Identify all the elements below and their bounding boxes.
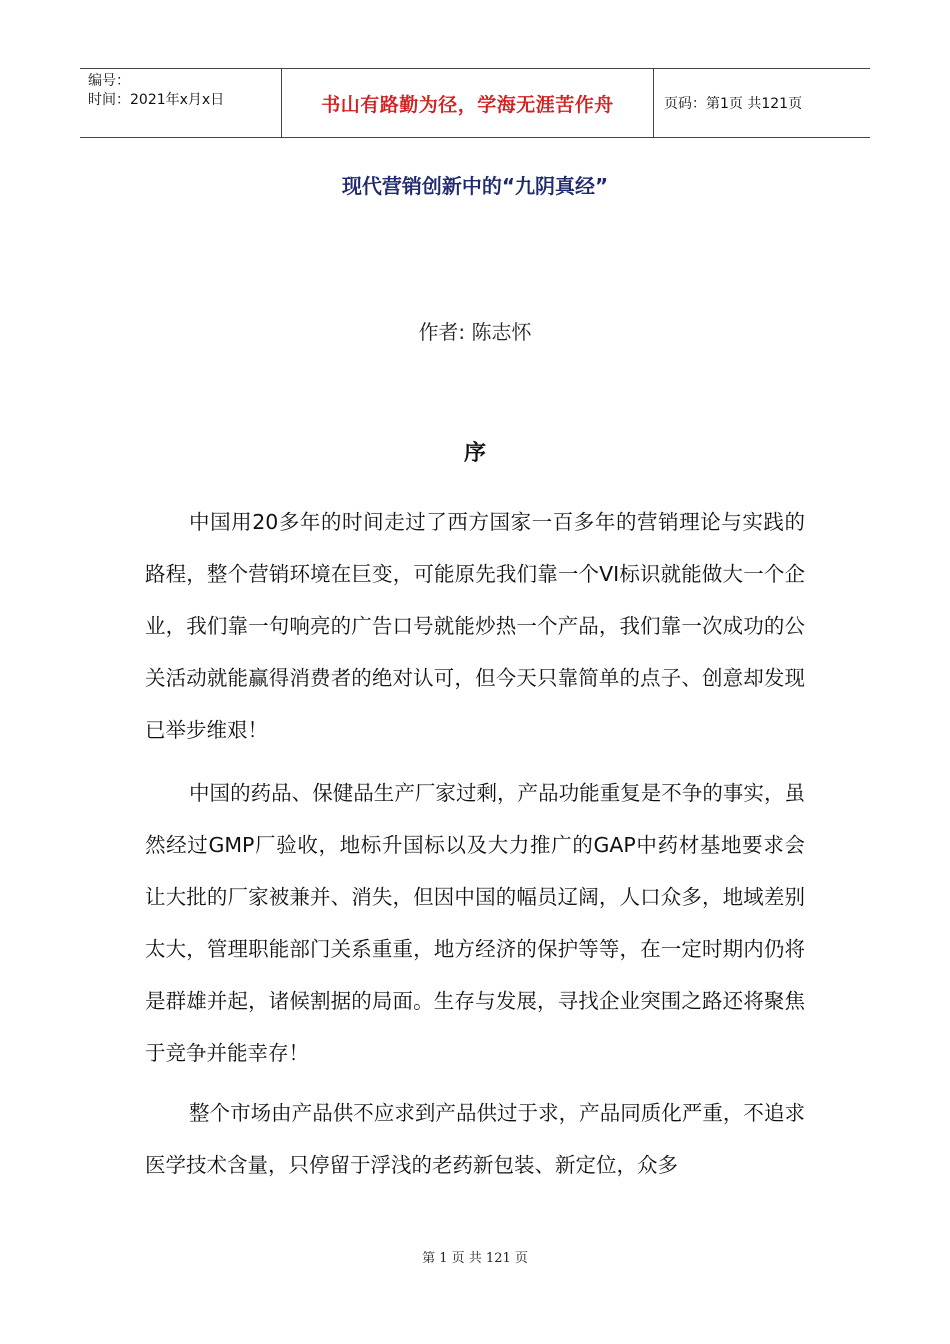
paragraph-1: 中国用20多年的时间走过了西方国家一百多年的营销理论与实践的路程，整个营销环境在巨变，可能原先我们靠一个VI标识就能做大一个企业，我们靠一句响亮的广告口号就能炒热一个产品，我们靠一次成功的公关活动就能赢得消费者的绝对认可，但今天只靠简单的点子、创意却发现已举步维艰！ — [145, 510, 805, 742]
author-line: 作者: 陈志怀 — [418, 320, 532, 344]
section-title: 序 — [463, 441, 486, 466]
document-title: 现代营销创新中的“九阴真经” — [341, 174, 609, 198]
page-info-text: 页码：第1页 共121页 — [664, 96, 803, 112]
paragraph-3: 整个市场由产品供不应求到产品供过于求，产品同质化严重，不追求医学技术含量，只停留于浮浅的老药新包装、新定位，众多 — [145, 1101, 805, 1177]
time-label: 时间：2021年x月x日 — [88, 92, 225, 108]
motto-cell — [281, 69, 654, 137]
header-table — [80, 68, 870, 138]
page-info-cell — [654, 69, 870, 137]
paragraph-2: 中国的药品、保健品生产厂家过剩，产品功能重复是不争的事实，虽然经过GMP厂验收，地标升国标以及大力推广的GAP中药材基地要求会让大批的厂家被兼并、消失，但因中国的幅员辽阔，人口众多，地域差别太大，管理职能部门关系重重，地方经济的保护等等，在一定时期内仍将是群雄并起，诸候割据的局面。生存与发展，寻找企业突围之路还将聚焦于竞争并能幸存！ — [145, 781, 805, 1065]
number-label: 编号： — [88, 73, 130, 89]
motto-text: 书山有路勤为径，学海无涯苦作舟 — [321, 93, 614, 116]
page-footer: 第 1 页 共 121 页 — [422, 1251, 528, 1266]
header-meta-cell — [80, 69, 281, 137]
